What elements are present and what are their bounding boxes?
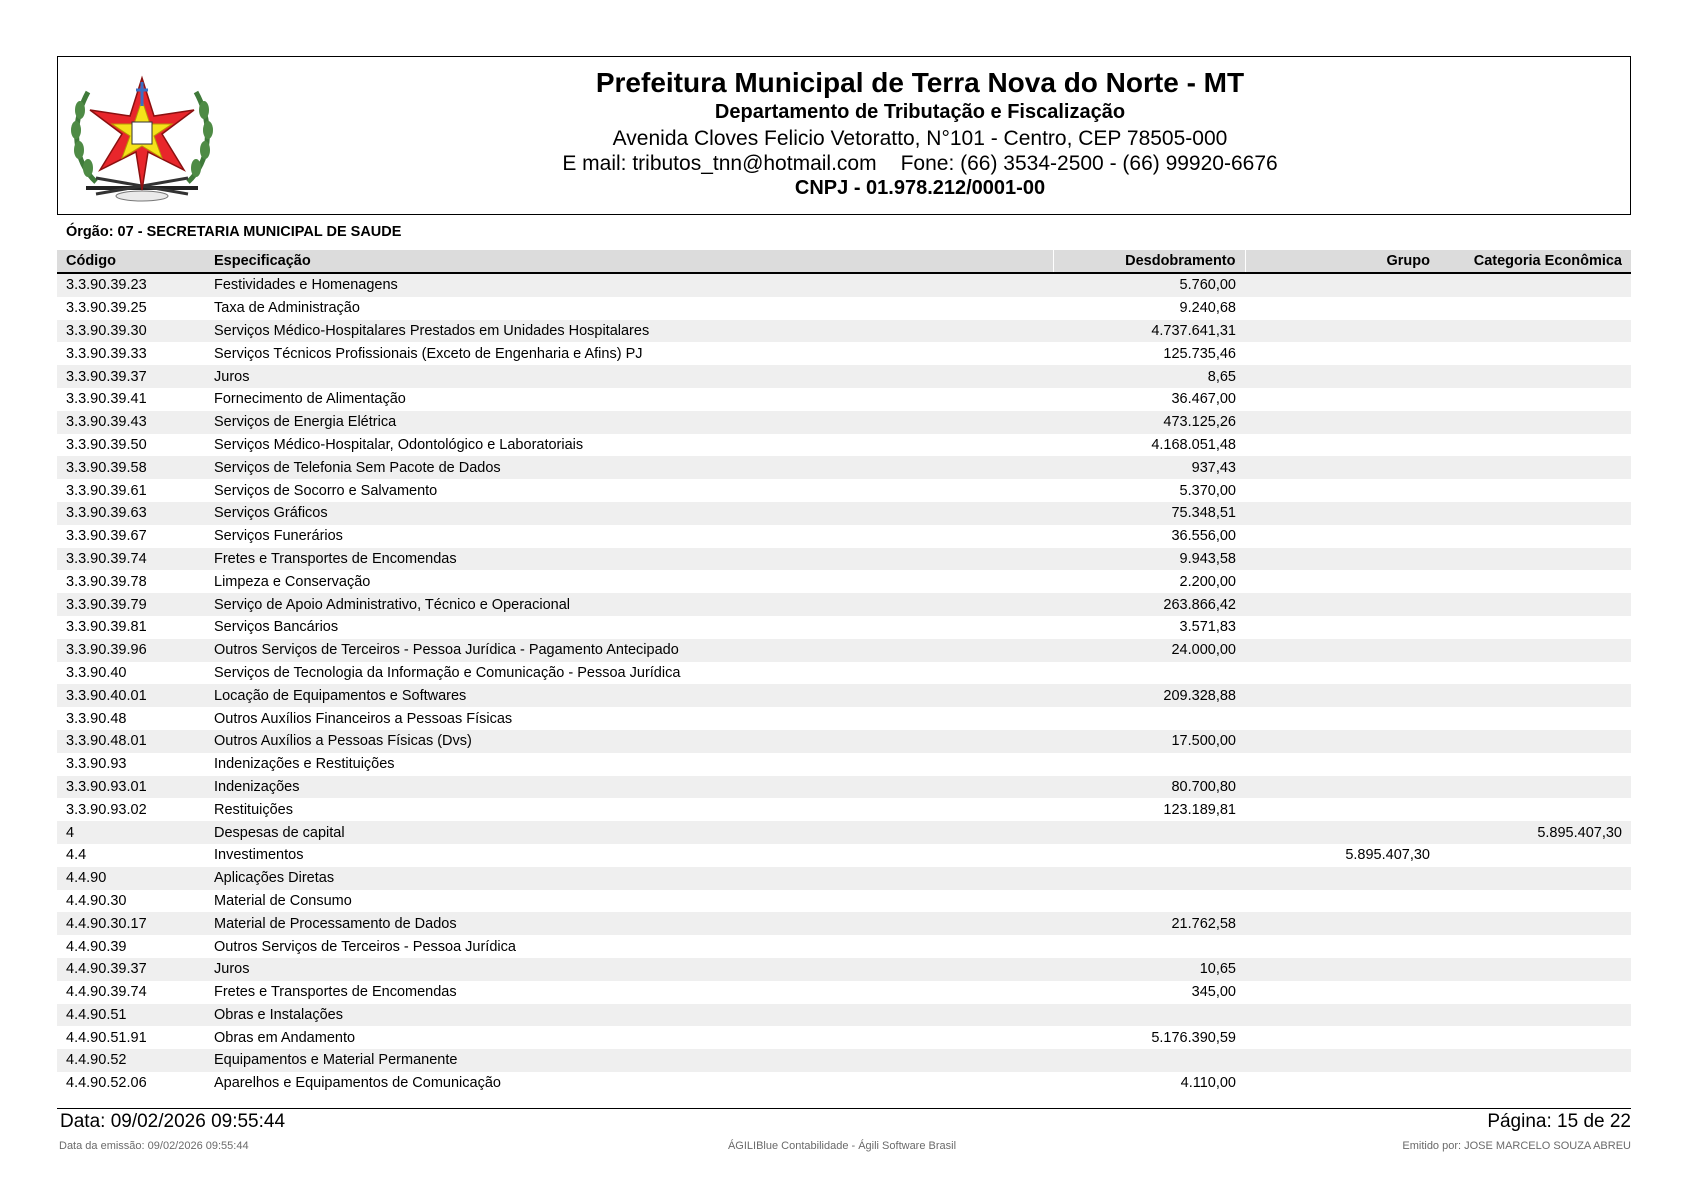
table-row — [57, 1072, 1631, 1095]
cell-desdobramento — [1053, 844, 1245, 867]
cell-codigo: 4.4.90.39.37 — [57, 958, 205, 981]
cell-codigo: 3.3.90.40.01 — [57, 684, 205, 707]
table-row — [57, 639, 1631, 662]
cell-categoria — [1439, 707, 1631, 730]
cell-categoria — [1439, 297, 1631, 320]
department-name: Departamento de Tributação e Fiscalização — [714, 101, 1126, 123]
cell-codigo: 3.3.90.39.74 — [57, 548, 205, 571]
page-number: Página: 15 de 22 — [1487, 1111, 1631, 1132]
cell-codigo: 3.3.90.39.41 — [66, 391, 147, 408]
cell-desdobramento: 9.240,68 — [1179, 300, 1236, 317]
table-row — [57, 1026, 1631, 1049]
cell-desdobramento: 209.328,88 — [1053, 684, 1245, 707]
municipal-coat-of-arms-icon — [66, 70, 218, 205]
cell-codigo: 3.3.90.48.01 — [57, 730, 205, 753]
cell-especificacao: Outros Serviços de Terceiros - Pessoa Jurídica — [214, 938, 516, 955]
cell-codigo: 4 — [57, 821, 205, 844]
cell-especificacao: Fornecimento de Alimentação — [214, 391, 406, 408]
cell-desdobramento: 937,43 — [1053, 456, 1245, 479]
cell-codigo: 3.3.90.39.79 — [57, 593, 205, 616]
cell-desdobramento — [1053, 867, 1245, 890]
cell-grupo — [1245, 890, 1439, 913]
page-title: Prefeitura Municipal de Terra Nova do Norte - MT — [595, 67, 1245, 98]
table-header-row — [57, 250, 1631, 273]
cell-grupo — [1245, 388, 1439, 411]
cell-grupo — [1245, 320, 1439, 343]
table-row — [57, 867, 1631, 890]
table-row — [57, 798, 1631, 821]
cell-codigo: 4.4.90.51 — [57, 1004, 205, 1027]
cell-especificacao: Serviços de Tecnologia da Informação e Comunicação - Pessoa Jurídica — [214, 664, 681, 681]
cell-grupo — [1245, 776, 1439, 799]
cell-grupo — [1245, 684, 1439, 707]
cell-categoria — [1439, 730, 1631, 753]
cell-grupo — [1245, 867, 1439, 890]
cell-desdobramento: 263.866,42 — [1053, 593, 1245, 616]
table-row — [57, 981, 1631, 1004]
footer-date: Data: 09/02/2026 09:55:44 — [60, 1111, 286, 1132]
cell-desdobramento — [1053, 662, 1245, 685]
cell-grupo: 5.895.407,30 — [1345, 847, 1430, 864]
cell-desdobramento: 5.176.390,59 — [1151, 1029, 1236, 1046]
table-row — [57, 411, 1631, 434]
cell-codigo: 3.3.90.39.23 — [57, 273, 205, 297]
software-credit: ÁGILIBlue Contabilidade - Ágili Software Brasil — [727, 1140, 957, 1152]
cell-codigo: 4.4.90.30.17 — [57, 912, 205, 935]
cell-grupo — [1245, 365, 1439, 388]
cell-grupo — [1245, 502, 1439, 525]
cell-categoria — [1439, 320, 1631, 343]
cell-desdobramento: 125.735,46 — [1163, 345, 1236, 362]
cell-grupo — [1245, 1026, 1439, 1049]
cell-grupo — [1245, 707, 1439, 730]
cell-categoria — [1439, 1026, 1631, 1049]
cell-grupo — [1245, 730, 1439, 753]
cell-categoria — [1439, 981, 1631, 1004]
cell-grupo — [1245, 821, 1439, 844]
cell-codigo: 3.3.90.39.63 — [57, 502, 205, 525]
cell-desdobramento — [1053, 935, 1245, 958]
cell-codigo: 3.3.90.39.50 — [66, 436, 147, 453]
table-row — [57, 297, 1631, 320]
cell-codigo: 4.4.90 — [57, 867, 205, 890]
cell-desdobramento: 75.348,51 — [1053, 502, 1245, 525]
cell-desdobramento: 2.200,00 — [1179, 573, 1236, 590]
cell-categoria — [1439, 434, 1631, 457]
cell-categoria — [1439, 616, 1631, 639]
cell-codigo: 3.3.90.39.30 — [57, 320, 205, 343]
cell-especificacao: Outros Serviços de Terceiros - Pessoa Jurídica - Pagamento Antecipado — [205, 639, 1053, 662]
cell-grupo — [1245, 273, 1439, 297]
emission-date: Data da emissão: 09/02/2026 09:55:44 — [59, 1140, 249, 1152]
table-row — [57, 730, 1631, 753]
cell-especificacao: Material de Consumo — [214, 892, 352, 909]
cell-categoria: 5.895.407,30 — [1439, 821, 1631, 844]
cell-codigo: 3.3.90.40 — [66, 664, 127, 681]
cell-desdobramento: 4.168.051,48 — [1151, 436, 1236, 453]
cell-codigo: 4.4.90.52.06 — [66, 1075, 147, 1092]
cell-especificacao: Despesas de capital — [205, 821, 1053, 844]
cell-desdobramento: 17.500,00 — [1053, 730, 1245, 753]
cell-especificacao: Equipamentos e Material Permanente — [205, 1049, 1053, 1072]
table-row — [57, 935, 1631, 958]
cell-desdobramento: 123.189,81 — [1163, 801, 1236, 818]
cell-grupo — [1245, 479, 1439, 502]
column-header-grupo: Grupo — [1245, 250, 1439, 273]
cell-categoria — [1439, 342, 1631, 365]
cell-especificacao: Juros — [205, 365, 1053, 388]
cell-codigo: 4.4.90.52 — [57, 1049, 205, 1072]
cell-desdobramento: 80.700,80 — [1053, 776, 1245, 799]
table-row — [57, 593, 1631, 616]
cell-codigo: 4.4.90.39.74 — [66, 984, 147, 1001]
cell-grupo — [1245, 1072, 1439, 1095]
table-row — [57, 662, 1631, 685]
cell-categoria — [1439, 365, 1631, 388]
cell-desdobramento: 21.762,58 — [1053, 912, 1245, 935]
cell-desdobramento: 4.110,00 — [1180, 1075, 1236, 1092]
cell-categoria — [1439, 1072, 1631, 1095]
table-row — [57, 844, 1631, 867]
cell-categoria — [1439, 684, 1631, 707]
cell-categoria — [1439, 753, 1631, 776]
table-row — [57, 273, 1631, 297]
cell-grupo — [1245, 616, 1439, 639]
cell-desdobramento — [1053, 707, 1245, 730]
cell-especificacao: Serviços de Energia Elétrica — [205, 411, 1053, 434]
cell-categoria — [1439, 273, 1631, 297]
cell-categoria — [1439, 388, 1631, 411]
table-row — [57, 616, 1631, 639]
cell-grupo — [1245, 297, 1439, 320]
cell-desdobramento: 5.760,00 — [1053, 273, 1245, 297]
table-row — [57, 342, 1631, 365]
table-row — [57, 548, 1631, 571]
cell-categoria — [1439, 662, 1631, 685]
cell-desdobramento: 3.571,83 — [1179, 619, 1236, 636]
cell-especificacao: Locação de Equipamentos e Softwares — [205, 684, 1053, 707]
footer-divider — [57, 1108, 1631, 1109]
cell-grupo — [1245, 958, 1439, 981]
table-row — [57, 456, 1631, 479]
cell-especificacao: Aplicações Diretas — [205, 867, 1053, 890]
table-row — [57, 821, 1631, 844]
cell-desdobramento: 36.467,00 — [1171, 391, 1236, 408]
table-row — [57, 707, 1631, 730]
contact-line — [520, 152, 1320, 176]
cell-grupo — [1245, 935, 1439, 958]
table-body — [57, 273, 1631, 1095]
cell-especificacao: Indenizações — [205, 776, 1053, 799]
cell-codigo: 3.3.90.39.61 — [66, 482, 147, 499]
cell-especificacao: Fretes e Transportes de Encomendas — [205, 548, 1053, 571]
cell-desdobramento — [1053, 753, 1245, 776]
table-row — [57, 365, 1631, 388]
cell-codigo: 3.3.90.39.33 — [66, 345, 147, 362]
cell-codigo: 3.3.90.39.25 — [66, 300, 147, 317]
cell-grupo — [1245, 1049, 1439, 1072]
cell-codigo: 3.3.90.39.43 — [57, 411, 205, 434]
cell-categoria — [1439, 1004, 1631, 1027]
cell-especificacao: Serviços Gráficos — [205, 502, 1053, 525]
cell-desdobramento — [1053, 821, 1245, 844]
table-row — [57, 776, 1631, 799]
cell-especificacao: Aparelhos e Equipamentos de Comunicação — [214, 1075, 501, 1092]
cell-categoria — [1439, 639, 1631, 662]
cell-grupo — [1245, 912, 1439, 935]
cell-categoria — [1439, 912, 1631, 935]
cell-especificacao: Limpeza e Conservação — [214, 573, 371, 590]
cell-codigo: 3.3.90.39.78 — [66, 573, 147, 590]
cell-desdobramento: 24.000,00 — [1053, 639, 1245, 662]
table-row — [57, 1049, 1631, 1072]
cell-categoria — [1439, 525, 1631, 548]
column-header-desdobramento: Desdobramento — [1053, 250, 1245, 273]
cell-desdobramento: 8,65 — [1053, 365, 1245, 388]
table-row — [57, 570, 1631, 593]
cell-especificacao: Serviços Técnicos Profissionais (Exceto de Engenharia e Afins) PJ — [214, 345, 643, 362]
cell-especificacao: Serviços de Socorro e Salvamento — [214, 482, 438, 499]
phone-text: Fone: (66) 3534-2500 - (66) 99920-6676 — [900, 152, 1278, 175]
cell-especificacao: Serviços Médico-Hospitalares Prestados em Unidades Hospitalares — [205, 320, 1053, 343]
cell-especificacao: Outros Auxílios Financeiros a Pessoas Físicas — [214, 710, 513, 727]
cell-desdobramento: 5.370,00 — [1179, 482, 1236, 499]
cell-codigo: 3.3.90.39.81 — [66, 619, 147, 636]
cell-codigo: 3.3.90.39.67 — [66, 528, 147, 545]
table-row — [57, 502, 1631, 525]
cell-categoria — [1439, 867, 1631, 890]
cell-categoria — [1439, 411, 1631, 434]
column-header-especificacao: Especificação — [205, 250, 1053, 273]
cell-especificacao: Obras em Andamento — [214, 1029, 356, 1046]
cell-especificacao: Serviço de Apoio Administrativo, Técnico e Operacional — [205, 593, 1053, 616]
cell-grupo — [1245, 798, 1439, 821]
cell-desdobramento — [1053, 1004, 1245, 1027]
cell-categoria — [1439, 570, 1631, 593]
cell-grupo — [1245, 434, 1439, 457]
cell-especificacao: Serviços Funerários — [214, 528, 343, 545]
cell-codigo: 4.4 — [66, 847, 87, 864]
cell-desdobramento: 10,65 — [1053, 958, 1245, 981]
cell-categoria — [1439, 502, 1631, 525]
cell-grupo — [1245, 981, 1439, 1004]
table-row — [57, 890, 1631, 913]
cell-desdobramento: 4.737.641,31 — [1053, 320, 1245, 343]
cell-especificacao: Serviços de Telefonia Sem Pacote de Dados — [205, 456, 1053, 479]
cell-grupo — [1245, 548, 1439, 571]
email-text: E mail: tributos_tnn@hotmail.com — [562, 152, 877, 175]
cell-especificacao: Obras e Instalações — [205, 1004, 1053, 1027]
cell-categoria — [1439, 1049, 1631, 1072]
cell-categoria — [1439, 890, 1631, 913]
cell-especificacao: Investimentos — [214, 847, 304, 864]
cell-desdobramento: 36.556,00 — [1171, 528, 1236, 545]
orgao-label: Órgão: 07 - SECRETARIA MUNICIPAL DE SAUDE — [66, 224, 402, 240]
cell-grupo — [1245, 1004, 1439, 1027]
cell-grupo — [1245, 456, 1439, 479]
issued-by: Emitido por: JOSE MARCELO SOUZA ABREU — [1402, 1140, 1631, 1152]
cell-grupo — [1245, 342, 1439, 365]
cell-codigo: 4.4.90.30 — [66, 892, 127, 909]
address-line: Avenida Cloves Felicio Vetoratto, N°101 - Centro, CEP 78505-000 — [612, 127, 1228, 150]
column-header-categoria: Categoria Econômica — [1439, 250, 1631, 273]
table-row — [57, 479, 1631, 502]
cell-especificacao: Juros — [205, 958, 1053, 981]
cell-desdobramento — [1053, 890, 1245, 913]
cell-especificacao: Indenizações e Restituições — [214, 756, 395, 773]
cell-categoria — [1439, 593, 1631, 616]
table-row — [57, 958, 1631, 981]
cell-desdobramento: 345,00 — [1191, 984, 1236, 1001]
cell-grupo — [1245, 411, 1439, 434]
table-row — [57, 525, 1631, 548]
table-row — [57, 1004, 1631, 1027]
cell-grupo — [1245, 570, 1439, 593]
column-header-codigo: Código — [57, 250, 205, 273]
cell-especificacao: Taxa de Administração — [214, 300, 360, 317]
table-row — [57, 434, 1631, 457]
cell-categoria — [1439, 456, 1631, 479]
cell-categoria — [1439, 548, 1631, 571]
table-row — [57, 320, 1631, 343]
cnpj-line: CNPJ - 01.978.212/0001-00 — [794, 177, 1046, 199]
cell-codigo: 3.3.90.39.96 — [57, 639, 205, 662]
cell-grupo — [1245, 662, 1439, 685]
cell-grupo — [1245, 639, 1439, 662]
cell-especificacao: Outros Auxílios a Pessoas Físicas (Dvs) — [205, 730, 1053, 753]
cell-codigo: 4.4.90.51.91 — [66, 1029, 147, 1046]
cell-categoria — [1439, 958, 1631, 981]
cell-especificacao: Material de Processamento de Dados — [205, 912, 1053, 935]
cell-especificacao: Fretes e Transportes de Encomendas — [214, 984, 457, 1001]
cell-desdobramento: 473.125,26 — [1053, 411, 1245, 434]
table-row — [57, 753, 1631, 776]
cell-desdobramento — [1053, 1049, 1245, 1072]
cell-codigo: 4.4.90.39 — [66, 938, 127, 955]
table-row — [57, 684, 1631, 707]
cell-categoria — [1439, 479, 1631, 502]
cell-categoria — [1439, 776, 1631, 799]
expense-table — [57, 250, 1631, 1095]
cell-grupo — [1245, 525, 1439, 548]
cell-categoria — [1439, 844, 1631, 867]
cell-codigo: 3.3.90.39.37 — [57, 365, 205, 388]
cell-especificacao: Festividades e Homenagens — [205, 273, 1053, 297]
cell-codigo: 3.3.90.48 — [66, 710, 127, 727]
table-row — [57, 388, 1631, 411]
cell-especificacao: Serviços Bancários — [214, 619, 339, 636]
cell-grupo — [1245, 593, 1439, 616]
cell-desdobramento: 9.943,58 — [1053, 548, 1245, 571]
cell-especificacao: Serviços Médico-Hospitalar, Odontológico e Laboratoriais — [214, 436, 584, 453]
cell-codigo: 3.3.90.39.58 — [57, 456, 205, 479]
table-row — [57, 912, 1631, 935]
cell-codigo: 3.3.90.93 — [66, 756, 127, 773]
cell-grupo — [1245, 753, 1439, 776]
cell-especificacao: Restituições — [214, 801, 293, 818]
cell-categoria — [1439, 935, 1631, 958]
expense-table-container — [57, 250, 1631, 1095]
cell-categoria — [1439, 798, 1631, 821]
cell-codigo: 3.3.90.93.01 — [57, 776, 205, 799]
cell-codigo: 3.3.90.93.02 — [66, 801, 147, 818]
